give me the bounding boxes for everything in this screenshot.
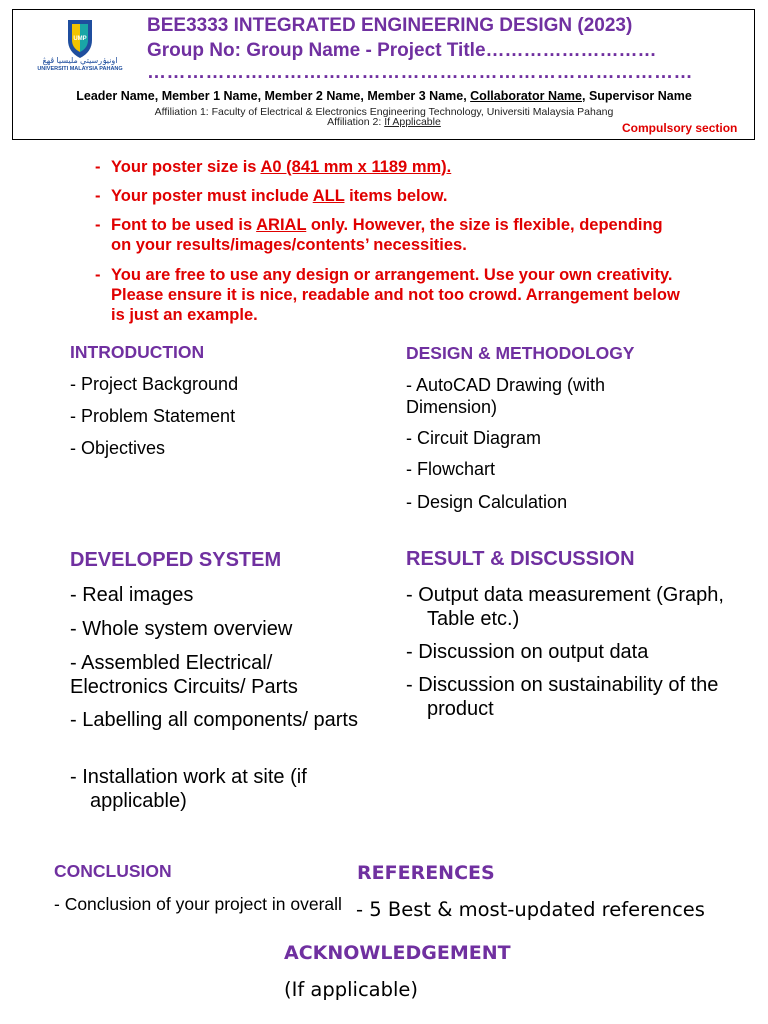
logo-university-name: UNIVERSITI MALAYSIA PAHANG <box>37 66 123 72</box>
conclusion-heading: CONCLUSION <box>54 861 172 881</box>
developed-item-labelling: - Labelling all components/ parts <box>70 709 358 731</box>
design-item-autocad: - AutoCAD Drawing (with Dimension) <box>406 375 606 417</box>
result-item-sustainability: - Discussion on sustainability of the product <box>406 674 719 720</box>
author-list <box>0 89 768 103</box>
note-include-all: - Your poster must include ALL items below. <box>95 187 448 205</box>
design-item-calculation: - Design Calculation <box>406 492 568 512</box>
intro-item-background: - Project Background <box>70 374 239 394</box>
group-project-title: Group No: Group Name - Project Title……………………… <box>147 40 657 61</box>
intro-item-objectives: - Objectives <box>70 438 166 458</box>
conclusion-item: - Conclusion of your project in overall <box>54 894 342 914</box>
affiliation-2-value: If Applicable <box>384 116 441 128</box>
affiliation-2-label: Affiliation 2: <box>327 116 385 128</box>
svg-text:UMP: UMP <box>73 36 87 42</box>
acknowledgement-item: (If applicable) <box>284 978 419 1001</box>
references-heading: REFERENCES <box>357 862 495 884</box>
design-item-flowchart: - Flowchart <box>406 459 496 479</box>
acknowledgement-heading: ACKNOWLEDGEMENT <box>284 942 511 964</box>
developed-item-overview: - Whole system overview <box>70 618 293 640</box>
authors-members: Leader Name, Member 1 Name, Member 2 Name, Member 3 Name, <box>76 89 471 103</box>
note-poster-size: - Your poster size is A0 (841 mm x 1189 mm). <box>95 158 452 176</box>
design-methodology-heading: DESIGN & METHODOLOGY <box>406 343 635 363</box>
course-title: BEE3333 INTEGRATED ENGINEERING DESIGN (2023) <box>147 15 633 36</box>
developed-item-assembled: - Assembled Electrical/ Electronics Circuits/ Parts <box>70 652 298 698</box>
developed-item-images: - Real images <box>70 584 194 606</box>
references-item: - 5 Best & most-updated references <box>356 898 705 921</box>
result-item-measurement: - Output data measurement (Graph, Table etc.) <box>406 584 724 630</box>
logo-jawi-text: اونيۏرسيتي مليسيا ڤهڠ <box>42 56 118 65</box>
university-logo <box>37 18 123 76</box>
introduction-heading: INTRODUCTION <box>70 342 205 362</box>
result-item-output: - Discussion on output data <box>406 641 649 663</box>
developed-item-installation: - Installation work at site (if applicable) <box>70 766 307 812</box>
developed-system-heading: DEVELOPED SYSTEM <box>70 549 282 571</box>
intro-item-problem: - Problem Statement <box>70 406 236 426</box>
result-discussion-heading: RESULT & DISCUSSION <box>406 548 635 570</box>
note-font: - Font to be used is ARIAL only. However, the size is flexible, depending on your results/images/contents’ necessities. <box>95 216 663 254</box>
design-item-circuit: - Circuit Diagram <box>406 428 542 448</box>
title-continuation: ………………………………………………………………………… <box>147 62 693 83</box>
authors-supervisor: , Supervisor Name <box>582 89 692 103</box>
authors-collaborator: Collaborator Name <box>470 89 582 103</box>
affiliation-1: Affiliation 1: Faculty of Electrical & Electronics Engineering Technology, Universiti Malaysia Pahang <box>154 106 614 118</box>
note-design-freedom: - You are free to use any design or arrangement. Use your own creativity. Please ensure it is nice, readable and not too crowd. Arrangement below is just an example. <box>95 266 680 324</box>
compulsory-label: Compulsory section <box>622 121 738 135</box>
